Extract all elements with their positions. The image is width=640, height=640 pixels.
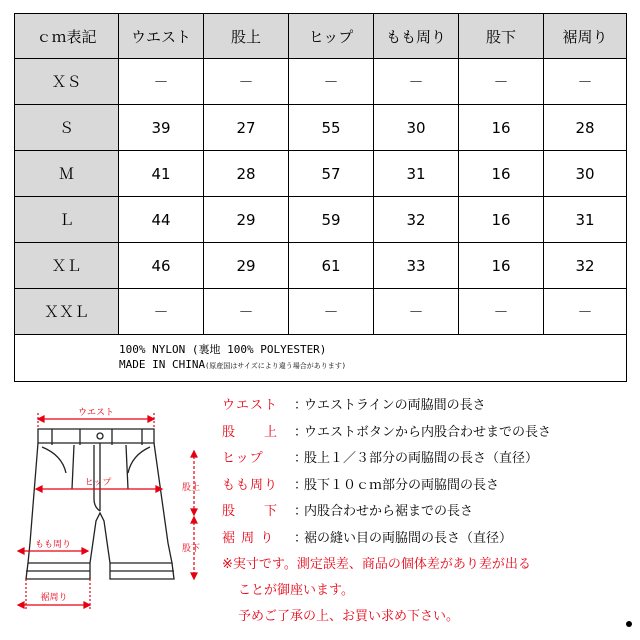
size-label: ＸＸＬ <box>15 289 119 335</box>
legend-item <box>222 499 632 526</box>
size-label: Ｓ <box>15 105 119 151</box>
shorts-diagram <box>8 393 218 623</box>
legend-desc: ウエストラインの両脇間の長さ <box>304 398 486 413</box>
header-waist: ウエスト <box>119 14 204 59</box>
table-cell: 16 <box>459 105 544 151</box>
size-label: Ｌ <box>15 197 119 243</box>
table-row <box>15 151 627 197</box>
legend-desc: 内股合わせから裾までの長さ <box>304 504 474 519</box>
header-cm: ｃｍ表記 <box>15 14 119 59</box>
table-cell: 16 <box>459 197 544 243</box>
legend-colon: ： <box>294 451 308 466</box>
material-note <box>15 335 627 382</box>
header-thigh: もも周り <box>374 14 459 59</box>
diagram-label-hem: 裾周り <box>40 593 68 603</box>
table-cell: 57 <box>289 151 374 197</box>
table-cell: 46 <box>119 243 204 289</box>
table-cell: － <box>119 289 204 335</box>
table-cell: 28 <box>204 151 289 197</box>
corner-dot <box>626 621 632 627</box>
table-row <box>15 59 627 105</box>
table-cell: － <box>289 59 374 105</box>
table-cell: 16 <box>459 151 544 197</box>
disclaimer-line-1: ※実寸です。測定誤差、商品の個体差があり差が出る <box>222 557 531 572</box>
table-cell: 31 <box>374 151 459 197</box>
legend-term: 股 下 <box>222 504 279 519</box>
legend-term: 裾 周 り <box>222 530 275 546</box>
header-inseam: 股下 <box>459 14 544 59</box>
material-row <box>15 335 627 382</box>
diagram-label-rise: 股上 <box>182 483 201 493</box>
table-cell: 41 <box>119 151 204 197</box>
header-rise: 股上 <box>204 14 289 59</box>
measurement-legend <box>222 393 632 633</box>
table-cell: 32 <box>374 197 459 243</box>
legend-item <box>222 526 632 553</box>
table-cell: － <box>204 289 289 335</box>
table-cell: － <box>374 289 459 335</box>
table-cell: 39 <box>119 105 204 151</box>
material-line: 100% NYLON (裏地 100% POLYESTER) <box>119 343 327 356</box>
table-row <box>15 289 627 335</box>
table-cell: 29 <box>204 197 289 243</box>
table-row <box>15 105 627 151</box>
made-in-text: MADE IN CHINA <box>119 358 206 371</box>
table-cell: － <box>544 289 627 335</box>
size-table <box>14 13 627 382</box>
header-row <box>15 14 627 59</box>
right-pocket <box>128 447 150 473</box>
table-cell: 32 <box>544 243 627 289</box>
legend-desc: 裾の縫い目の両脇間の長さ（直径） <box>304 530 513 546</box>
legend-term: ウエスト <box>222 398 279 413</box>
legend-item <box>222 446 632 473</box>
legend-colon: ： <box>294 477 308 493</box>
size-label: ＸＬ <box>15 243 119 289</box>
table-cell: 44 <box>119 197 204 243</box>
diagram-label-thigh: もも周り <box>34 540 72 550</box>
table-cell: － <box>374 59 459 105</box>
legend-term: もも周り <box>222 477 279 493</box>
legend-item <box>222 393 632 420</box>
legend-colon: ： <box>294 504 308 519</box>
diagram-label-inseam: 股下 <box>182 544 201 554</box>
table-row <box>15 243 627 289</box>
table-cell: 27 <box>204 105 289 151</box>
table-cell: 30 <box>544 151 627 197</box>
table-cell: － <box>544 59 627 105</box>
legend-colon: ： <box>294 424 308 440</box>
header-hem: 裾周り <box>544 14 627 59</box>
legend-item <box>222 420 632 447</box>
disclaimer-line-3: 予めご了承の上、お買い求め下さい。 <box>238 609 460 624</box>
table-cell: 28 <box>544 105 627 151</box>
legend-term: ヒップ <box>222 451 264 466</box>
size-label: Ｍ <box>15 151 119 197</box>
table-cell: － <box>204 59 289 105</box>
table-row <box>15 197 627 243</box>
legend-colon: ： <box>294 398 308 413</box>
table-cell: 55 <box>289 105 374 151</box>
disclaimer-line-2: ことが御座います。 <box>238 583 354 598</box>
table-cell: － <box>459 289 544 335</box>
table-cell: － <box>119 59 204 105</box>
table-cell: 16 <box>459 243 544 289</box>
table-cell: 30 <box>374 105 459 151</box>
table-cell: 31 <box>544 197 627 243</box>
legend-desc: 股上１／３部分の両脇間の長さ（直径） <box>304 451 539 466</box>
diagram-label-hip: ヒップ <box>84 478 112 488</box>
diagram-label-waist: ウエスト <box>77 408 115 418</box>
table-cell: 33 <box>374 243 459 289</box>
right-cuff <box>110 563 174 579</box>
size-label: ＸＳ <box>15 59 119 105</box>
waistband-outline <box>38 429 154 443</box>
left-cuff <box>26 563 90 579</box>
origin-note: (原産国はサイズにより違う場合があります) <box>205 362 346 370</box>
legend-desc: ウエストボタンから内股合わせまでの長さ <box>304 424 552 440</box>
left-pocket <box>42 447 66 473</box>
table-cell: － <box>459 59 544 105</box>
legend-colon: ： <box>294 530 308 546</box>
legend-item <box>222 473 632 500</box>
fly-line <box>94 443 100 511</box>
legend-desc: 股下１０ｃｍ部分の両脇間の長さ <box>304 477 500 493</box>
button-circle <box>97 433 103 439</box>
table-cell: 29 <box>204 243 289 289</box>
table-cell: － <box>289 289 374 335</box>
table-cell: 61 <box>289 243 374 289</box>
header-hip: ヒップ <box>289 14 374 59</box>
table-cell: 59 <box>289 197 374 243</box>
legend-term: 股 上 <box>222 424 279 440</box>
origin-line <box>119 357 626 374</box>
